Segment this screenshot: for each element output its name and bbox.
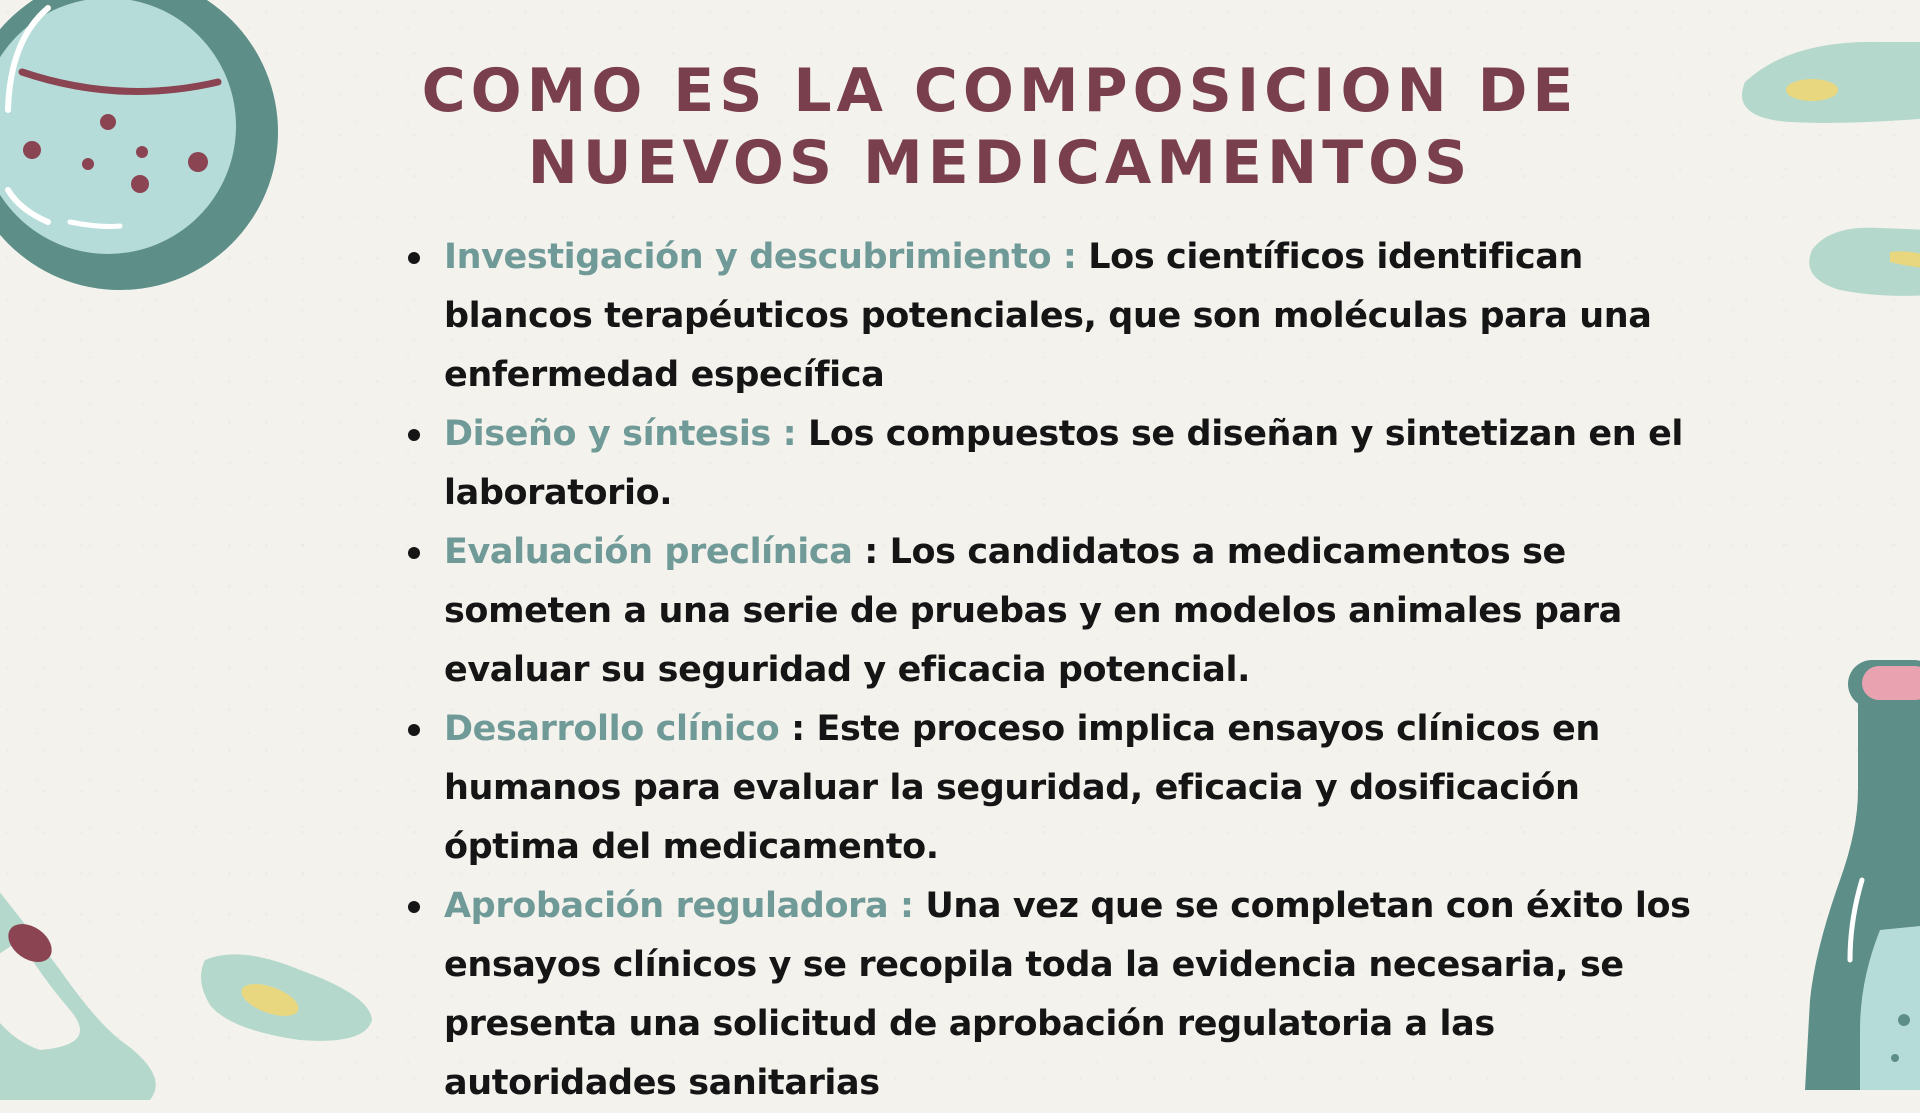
bullet-text: Los científicos identifican blancos terapéuticos potenciales, que son moléculas para una enfermedad específica	[444, 237, 1652, 395]
bullet-dot-icon	[408, 901, 420, 913]
list-item	[400, 877, 1720, 1113]
bullet-term: Investigación y descubrimiento :	[444, 237, 1077, 277]
bullet-term: Desarrollo clínico	[444, 709, 780, 749]
page-title: COMO ES LA COMPOSICION DE NUEVOS MEDICAMENTOS	[421, 56, 1579, 198]
flask-icon	[0, 0, 278, 290]
bottle-icon	[1805, 660, 1920, 1090]
list-item	[400, 228, 1720, 405]
list-item	[400, 523, 1720, 700]
bullet-term: Diseño y síntesis :	[444, 414, 797, 454]
bullet-dot-icon	[408, 724, 420, 736]
bullet-dot-icon	[408, 429, 420, 441]
list-item	[400, 405, 1720, 523]
bullet-text: Los compuestos se diseñan y sintetizan en el laboratorio.	[444, 414, 1684, 513]
bullet-dot-icon	[408, 252, 420, 264]
bullet-list	[400, 228, 1720, 1113]
bullet-dot-icon	[408, 547, 420, 559]
bullet-term: Aprobación reguladora :	[444, 886, 914, 926]
bullet-text: Una vez que se completan con éxito los ensayos clínicos y se recopila toda la evidencia necesaria, se presenta una solicitud de aprobación regulatoria a las autoridades sanitarias	[444, 886, 1691, 1103]
bullet-text: : Este proceso implica ensayos clínicos en humanos para evaluar la seguridad, eficacia y dosificación óptima del medicamento.	[444, 709, 1600, 867]
bullet-text: : Los candidatos a medicamentos se someten a una serie de pruebas y en modelos animales para evaluar su seguridad y eficacia potencial.	[444, 532, 1622, 690]
bullet-term: Evaluación preclínica	[444, 532, 853, 572]
list-item	[400, 700, 1720, 877]
